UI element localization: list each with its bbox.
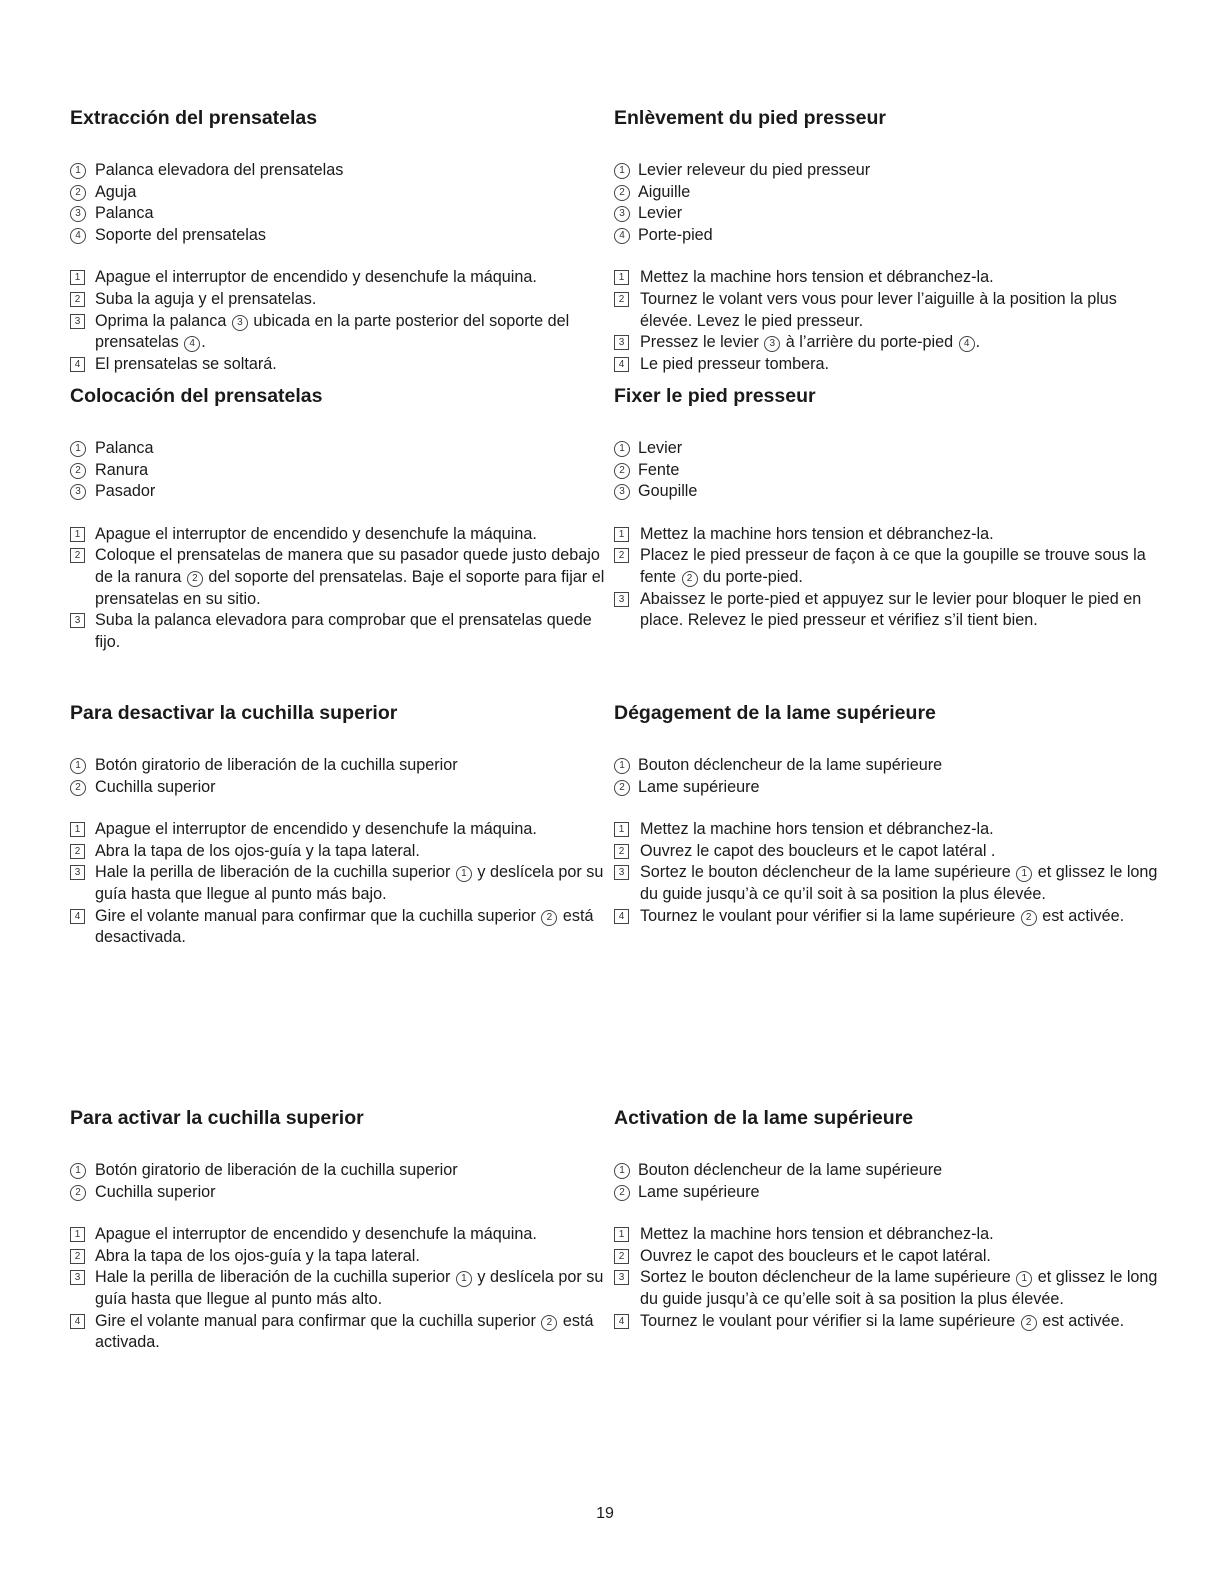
part-label: Levier bbox=[638, 439, 683, 457]
step-number: 1 bbox=[614, 527, 629, 542]
step-number: 1 bbox=[614, 822, 629, 837]
part-item bbox=[70, 160, 610, 182]
step-text: du porte-pied. bbox=[698, 567, 803, 586]
circled-number: 4 bbox=[614, 228, 630, 244]
parts-list bbox=[614, 160, 1159, 246]
part-item bbox=[70, 438, 610, 460]
step-text: está desactivada. bbox=[95, 906, 594, 947]
section-es-engage bbox=[70, 1106, 610, 1354]
step-text: Hale la perilla de liberación de la cuchilla superior bbox=[95, 863, 455, 882]
step-text: Pressez le levier bbox=[640, 333, 764, 352]
circled-number: 3 bbox=[70, 484, 86, 500]
step-item bbox=[70, 289, 610, 311]
step-item bbox=[614, 332, 1159, 354]
part-item bbox=[70, 203, 610, 225]
parts-list bbox=[70, 438, 610, 503]
step-number: 4 bbox=[70, 1314, 85, 1329]
step-item bbox=[614, 354, 1159, 376]
inline-ref-number: 1 bbox=[1016, 1271, 1032, 1287]
step-text: Placez le pied presseur de façon à ce que la goupille se trouve sous la fente bbox=[640, 546, 1146, 586]
circled-number: 2 bbox=[614, 463, 630, 479]
step-text: Tournez le voulant pour vérifier si la lame supérieure bbox=[640, 906, 1020, 925]
step-text: Ouvrez le capot des boucleurs et le capot latéral. bbox=[640, 1246, 991, 1265]
step-text: Apague el interruptor de encendido y desenchufe la máquina. bbox=[95, 268, 537, 287]
step-item bbox=[70, 524, 610, 546]
step-item bbox=[614, 1224, 1159, 1246]
section-fr-remove bbox=[614, 106, 1159, 375]
step-item bbox=[70, 841, 610, 863]
part-label: Lame supérieure bbox=[638, 1182, 760, 1201]
circled-number: 2 bbox=[70, 780, 86, 796]
steps-list bbox=[70, 819, 610, 949]
step-text: está activada. bbox=[95, 1311, 594, 1352]
circled-number: 1 bbox=[70, 163, 86, 179]
circled-number: 1 bbox=[614, 441, 630, 457]
inline-ref-number: 4 bbox=[959, 336, 975, 352]
step-text: y deslícela por su guía hasta que llegue al punto más alto. bbox=[95, 1268, 604, 1308]
section-title: Enlèvement du pied presseur bbox=[614, 107, 887, 129]
step-number: 1 bbox=[614, 270, 629, 285]
circled-number: 2 bbox=[614, 780, 630, 796]
step-text: Gire el volante manual para confirmar que la cuchilla superior bbox=[95, 1311, 541, 1330]
step-item bbox=[70, 1224, 610, 1246]
step-text: Sortez le bouton déclencheur de la lame supérieure bbox=[640, 1268, 1016, 1287]
step-item bbox=[614, 267, 1159, 289]
inline-ref-number: 3 bbox=[232, 315, 248, 331]
step-number: 2 bbox=[70, 292, 85, 307]
part-label: Porte-pied bbox=[638, 225, 713, 244]
step-text: Mettez la machine hors tension et débranchez-la. bbox=[640, 1225, 994, 1244]
step-text: Le pied presseur tombera. bbox=[640, 354, 829, 373]
step-number: 3 bbox=[614, 865, 629, 880]
inline-ref-number: 2 bbox=[1021, 910, 1037, 926]
step-text: Suba la palanca elevadora para comprobar que el prensatelas quede fijo. bbox=[95, 611, 592, 651]
step-text: est activée. bbox=[1037, 906, 1125, 925]
part-item bbox=[614, 1160, 1159, 1182]
part-label: Lame supérieure bbox=[638, 777, 760, 796]
step-number: 4 bbox=[614, 1314, 629, 1329]
step-text: Abaissez le porte-pied et appuyez sur le levier pour bloquer le pied en place. Relevez le pied presseur et vérifiez s’il tient bien. bbox=[640, 589, 1142, 630]
part-item bbox=[70, 777, 610, 799]
section-es-remove bbox=[70, 106, 610, 375]
step-item bbox=[614, 862, 1159, 905]
step-number: 2 bbox=[614, 1249, 629, 1264]
part-label: Botón giratorio de liberación de la cuchilla superior bbox=[95, 756, 458, 774]
parts-list bbox=[614, 1160, 1159, 1203]
step-item bbox=[614, 841, 1159, 863]
inline-ref-number: 2 bbox=[541, 910, 557, 926]
step-item bbox=[70, 311, 610, 354]
step-number: 4 bbox=[614, 357, 629, 372]
step-text: Gire el volante manual para confirmar que la cuchilla superior bbox=[95, 906, 541, 925]
step-text: . bbox=[975, 333, 981, 352]
step-item bbox=[614, 1267, 1159, 1310]
part-label: Cuchilla superior bbox=[95, 777, 216, 796]
step-item bbox=[70, 819, 610, 841]
part-label: Cuchilla superior bbox=[95, 1182, 216, 1201]
step-number: 2 bbox=[614, 548, 629, 563]
part-label: Aguja bbox=[95, 182, 137, 201]
section-es-attach bbox=[70, 384, 610, 653]
part-item bbox=[614, 1182, 1159, 1204]
step-item bbox=[70, 1267, 610, 1310]
step-text: Apague el interruptor de encendido y desenchufe la máquina. bbox=[95, 820, 537, 839]
step-text: . bbox=[201, 333, 206, 352]
part-item bbox=[614, 755, 1159, 777]
part-item bbox=[614, 460, 1159, 482]
step-number: 4 bbox=[614, 909, 629, 924]
step-number: 3 bbox=[70, 613, 85, 628]
step-text: Suba la aguja y el prensatelas. bbox=[95, 289, 317, 308]
part-label: Botón giratorio de liberación de la cuchilla superior bbox=[95, 1161, 458, 1179]
step-number: 3 bbox=[70, 314, 85, 329]
step-text: El prensatelas se soltará. bbox=[95, 354, 277, 373]
step-number: 2 bbox=[70, 548, 85, 563]
section-fr-engage bbox=[614, 1106, 1159, 1332]
part-item bbox=[70, 225, 610, 247]
circled-number: 1 bbox=[70, 758, 86, 774]
step-item bbox=[70, 862, 610, 905]
step-text: y deslícela por su guía hasta que llegue al punto más bajo. bbox=[95, 863, 604, 903]
step-item bbox=[70, 354, 610, 376]
step-item bbox=[614, 1246, 1159, 1268]
step-text: ubicada en la parte posterior del soporte del prensatelas bbox=[95, 311, 570, 352]
part-label: Goupille bbox=[638, 482, 698, 501]
step-text: Apague el interruptor de encendido y desenchufe la máquina. bbox=[95, 524, 537, 543]
steps-list bbox=[70, 1224, 610, 1354]
step-number: 1 bbox=[70, 270, 85, 285]
inline-ref-number: 1 bbox=[1016, 866, 1032, 882]
step-text: et glissez le long du guide jusqu’à ce qu’elle soit à sa position la plus élevée. bbox=[640, 1268, 1158, 1308]
step-text: Oprima la palanca bbox=[95, 311, 231, 330]
step-text: à l’arrière du porte-pied bbox=[781, 333, 958, 352]
circled-number: 3 bbox=[614, 206, 630, 222]
section-title: Activation de la lame supérieure bbox=[614, 1107, 914, 1129]
part-label: Aiguille bbox=[638, 182, 691, 201]
part-label: Palanca bbox=[95, 204, 154, 223]
part-item bbox=[614, 182, 1159, 204]
part-item bbox=[614, 438, 1159, 460]
part-label: Fente bbox=[638, 460, 680, 479]
step-item bbox=[70, 267, 610, 289]
step-item bbox=[70, 906, 610, 949]
circled-number: 2 bbox=[70, 1185, 86, 1201]
page-number: 19 bbox=[596, 1505, 614, 1522]
circled-number: 1 bbox=[614, 1163, 630, 1179]
step-text: Apague el interruptor de encendido y desenchufe la máquina. bbox=[95, 1225, 537, 1244]
step-item bbox=[614, 589, 1159, 632]
step-item bbox=[614, 906, 1159, 928]
part-item bbox=[70, 1182, 610, 1204]
parts-list bbox=[614, 438, 1159, 503]
step-text: Tournez le voulant pour vérifier si la lame supérieure bbox=[640, 1311, 1020, 1330]
section-fr-attach bbox=[614, 384, 1159, 632]
step-item bbox=[614, 524, 1159, 546]
step-text: Hale la perilla de liberación de la cuchilla superior bbox=[95, 1268, 455, 1287]
part-label: Palanca bbox=[95, 439, 154, 457]
step-number: 4 bbox=[70, 909, 85, 924]
inline-ref-number: 1 bbox=[456, 866, 472, 882]
step-text: del soporte del prensatelas. Baje el soporte para fijar el prensatelas en su sitio. bbox=[95, 567, 605, 608]
step-text: est activée. bbox=[1037, 1311, 1125, 1330]
part-label: Soporte del prensatelas bbox=[95, 225, 266, 244]
step-item bbox=[614, 1311, 1159, 1333]
part-item bbox=[70, 460, 610, 482]
circled-number: 2 bbox=[70, 185, 86, 201]
inline-ref-number: 2 bbox=[187, 571, 203, 587]
step-number: 3 bbox=[614, 592, 629, 607]
part-label: Palanca elevadora del prensatelas bbox=[95, 161, 344, 179]
step-number: 4 bbox=[70, 357, 85, 372]
step-text: Coloque el prensatelas de manera que su pasador quede justo debajo de la ranura bbox=[95, 546, 600, 586]
section-title: Fixer le pied presseur bbox=[614, 385, 816, 407]
step-number: 1 bbox=[70, 527, 85, 542]
step-item bbox=[614, 545, 1159, 588]
circled-number: 3 bbox=[70, 206, 86, 222]
circled-number: 2 bbox=[614, 1185, 630, 1201]
part-item bbox=[70, 1160, 610, 1182]
step-text: Tournez le volant vers vous pour lever l’aiguille à la position la plus élevée. Levez le pied presseur. bbox=[640, 289, 1117, 330]
circled-number: 1 bbox=[614, 163, 630, 179]
step-number: 2 bbox=[614, 292, 629, 307]
part-item bbox=[70, 481, 610, 503]
part-label: Bouton déclencheur de la lame supérieure bbox=[638, 756, 943, 774]
inline-ref-number: 2 bbox=[1021, 1315, 1037, 1331]
step-number: 3 bbox=[614, 335, 629, 350]
section-fr-disengage bbox=[614, 701, 1159, 927]
part-item bbox=[614, 225, 1159, 247]
circled-number: 2 bbox=[614, 185, 630, 201]
part-label: Ranura bbox=[95, 460, 149, 479]
section-title: Extracción del prensatelas bbox=[70, 107, 318, 129]
step-text: Mettez la machine hors tension et débranchez-la. bbox=[640, 524, 994, 543]
steps-list bbox=[70, 524, 610, 654]
step-text: Ouvrez le capot des boucleurs et le capot latéral . bbox=[640, 841, 996, 860]
step-number: 1 bbox=[70, 822, 85, 837]
inline-ref-number: 2 bbox=[682, 571, 698, 587]
step-number: 2 bbox=[614, 844, 629, 859]
step-item bbox=[70, 1246, 610, 1268]
part-item bbox=[70, 755, 610, 777]
part-item bbox=[70, 182, 610, 204]
part-item bbox=[614, 160, 1159, 182]
step-number: 2 bbox=[70, 1249, 85, 1264]
parts-list bbox=[614, 755, 1159, 798]
part-item bbox=[614, 203, 1159, 225]
step-text: Mettez la machine hors tension et débranchez-la. bbox=[640, 268, 994, 287]
step-number: 3 bbox=[614, 1270, 629, 1285]
section-es-disengage bbox=[70, 701, 610, 949]
circled-number: 4 bbox=[70, 228, 86, 244]
part-label: Levier bbox=[638, 204, 683, 223]
part-label: Bouton déclencheur de la lame supérieure bbox=[638, 1161, 943, 1179]
circled-number: 1 bbox=[70, 1163, 86, 1179]
part-label: Pasador bbox=[95, 482, 156, 501]
step-item bbox=[70, 1311, 610, 1354]
steps-list bbox=[614, 524, 1159, 632]
step-number: 1 bbox=[70, 1227, 85, 1242]
step-text: et glissez le long du guide jusqu’à ce qu’il soit à sa position la plus élevée. bbox=[640, 863, 1158, 903]
steps-list bbox=[70, 267, 610, 375]
step-item bbox=[614, 819, 1159, 841]
inline-ref-number: 2 bbox=[541, 1315, 557, 1331]
step-text: Abra la tapa de los ojos-guía y la tapa lateral. bbox=[95, 841, 420, 860]
step-item bbox=[70, 545, 610, 610]
circled-number: 1 bbox=[614, 758, 630, 774]
steps-list bbox=[614, 267, 1159, 375]
section-title: Para desactivar la cuchilla superior bbox=[70, 702, 398, 724]
step-text: Abra la tapa de los ojos-guía y la tapa lateral. bbox=[95, 1246, 420, 1265]
circled-number: 1 bbox=[70, 441, 86, 457]
parts-list bbox=[70, 1160, 610, 1203]
step-text: Mettez la machine hors tension et débranchez-la. bbox=[640, 820, 994, 839]
steps-list bbox=[614, 819, 1159, 927]
inline-ref-number: 1 bbox=[456, 1271, 472, 1287]
inline-ref-number: 4 bbox=[184, 336, 200, 352]
part-label: Levier releveur du pied presseur bbox=[638, 161, 871, 179]
parts-list bbox=[70, 755, 610, 798]
step-item bbox=[614, 289, 1159, 332]
step-number: 1 bbox=[614, 1227, 629, 1242]
part-item bbox=[614, 481, 1159, 503]
section-title: Colocación del prensatelas bbox=[70, 385, 323, 407]
section-title: Para activar la cuchilla superior bbox=[70, 1107, 364, 1129]
step-number: 2 bbox=[70, 844, 85, 859]
inline-ref-number: 3 bbox=[764, 336, 780, 352]
section-title: Dégagement de la lame supérieure bbox=[614, 702, 936, 724]
step-text: Sortez le bouton déclencheur de la lame supérieure bbox=[640, 863, 1016, 882]
step-number: 3 bbox=[70, 865, 85, 880]
step-number: 3 bbox=[70, 1270, 85, 1285]
part-item bbox=[614, 777, 1159, 799]
step-item bbox=[70, 610, 610, 653]
steps-list bbox=[614, 1224, 1159, 1332]
parts-list bbox=[70, 160, 610, 246]
circled-number: 2 bbox=[70, 463, 86, 479]
circled-number: 3 bbox=[614, 484, 630, 500]
